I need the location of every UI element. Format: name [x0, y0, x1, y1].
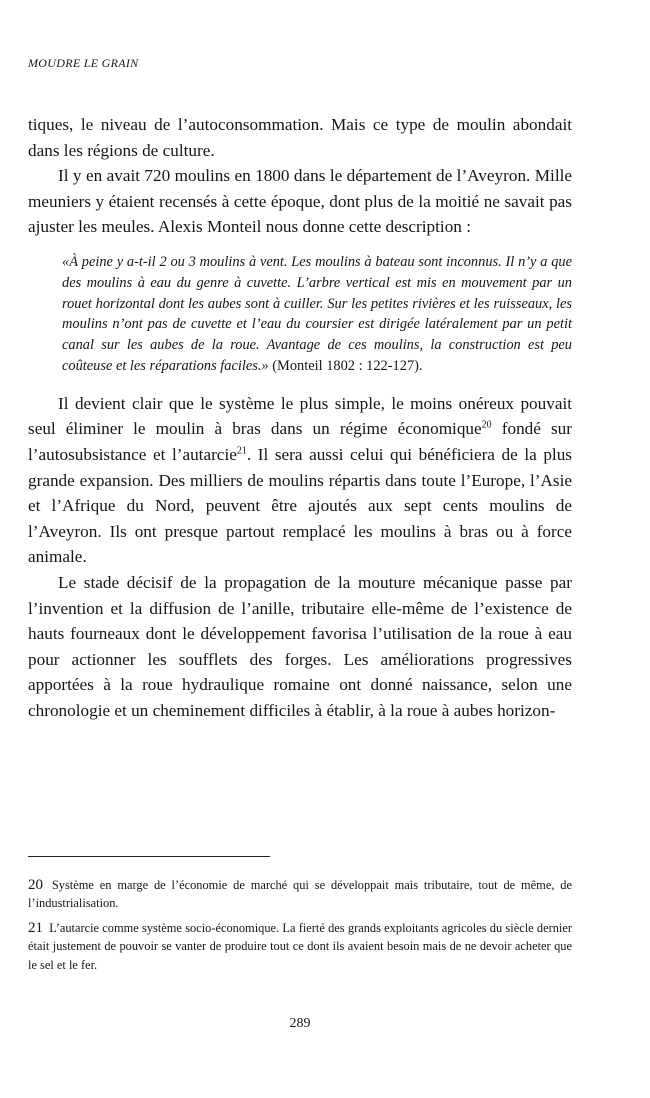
quote-text: «À peine y a-t-il 2 ou 3 moulins à vent. Les moulins à bateau sont inconnus. Il n’y a que des moulins à eau du genre à cuvette. L’arbre vertical est mis en mouvement par un rouet horizontal dont les aubes sont à cuiller. Sur les petites rivières et les ruisseaux, les moulins n’ont pas de cuvette et l’eau du coursier est dirigée latéralement par un petit canal sur les aubes de la roue. Avantage de ces moulins, la construction est peu coûteuse et les réparations faciles.» — [62, 253, 572, 374]
paragraph-3-part-a: Il devient clair que le système le plus simple, le moins onéreux pouvait seul éliminer le moulin à bras dans un régime économique — [28, 393, 572, 439]
footnote-20 — [28, 876, 572, 913]
block-quote — [62, 252, 572, 377]
footnote-number: 20 — [28, 877, 43, 893]
footnote-text: Système en marge de l’économie de marché qui se développait mais tributaire, tout de même, de l’industrialisation. — [28, 878, 572, 911]
paragraph-4: Le stade décisif de la propagation de la mouture mécanique passe par l’invention et la diffusion de l’anille, tributaire elle-même de l’existence de hauts fourneaux dont le développement favorisa l’utilisation de la roue à eau pour actionner les soufflets des forges. Les améliorations progressives apportées à la roue hydraulique romaine ont donné naissance, selon une chronologie et un cheminement difficiles à établir, à la roue à aubes horizon- — [28, 572, 572, 720]
footnote-divider — [28, 856, 270, 857]
footnote-number: 21 — [28, 919, 43, 936]
footnotes — [28, 876, 572, 980]
footnote-ref-20[interactable]: 20 — [481, 419, 492, 431]
running-header: MOUDRE LE GRAIN — [28, 56, 139, 70]
quote-citation: (Monteil 1802 : 122-127). — [268, 357, 423, 374]
footnote-21 — [28, 919, 572, 974]
paragraph-3-part-b: fondé sur l’autosubsistance et l’autarcie — [28, 419, 573, 464]
paragraph-3 — [28, 391, 572, 570]
page-number: 289 — [289, 1016, 311, 1031]
main-text — [28, 112, 572, 723]
paragraph-2: Il y en avait 720 moulins en 1800 dans le département de l’Aveyron. Mille meuniers y étaient recensés à cette époque, dont plus de la moitié ne savait pas ajuster les meules. Alexis Monteil nous donne cette description : — [28, 166, 572, 237]
footnote-ref-21[interactable]: 21 — [236, 445, 247, 457]
footnote-text: L’autarcie comme système socio-économique. La fierté des grands exploitants agricoles du siècle dernier était justement de pouvoir se vanter de produire tout ce dont ils avaient besoin mais de ne devoir acheter que le sel et le fer. — [28, 920, 572, 972]
paragraph-1: tiques, le niveau de l’autoconsommation. Mais ce type de moulin abondait dans les régions de culture. — [28, 115, 572, 160]
paragraph-3-part-c: . Il sera aussi celui qui bénéficiera de la plus grande expansion. Des milliers de moulins répartis dans toute l’Europe, l’Asie et l’Afrique du Nord, peuvent être ajoutés aux sept cents moulins de l’Aveyron. Ils ont presque partout remplacé les moulins à bras ou à force animale. — [28, 444, 572, 567]
